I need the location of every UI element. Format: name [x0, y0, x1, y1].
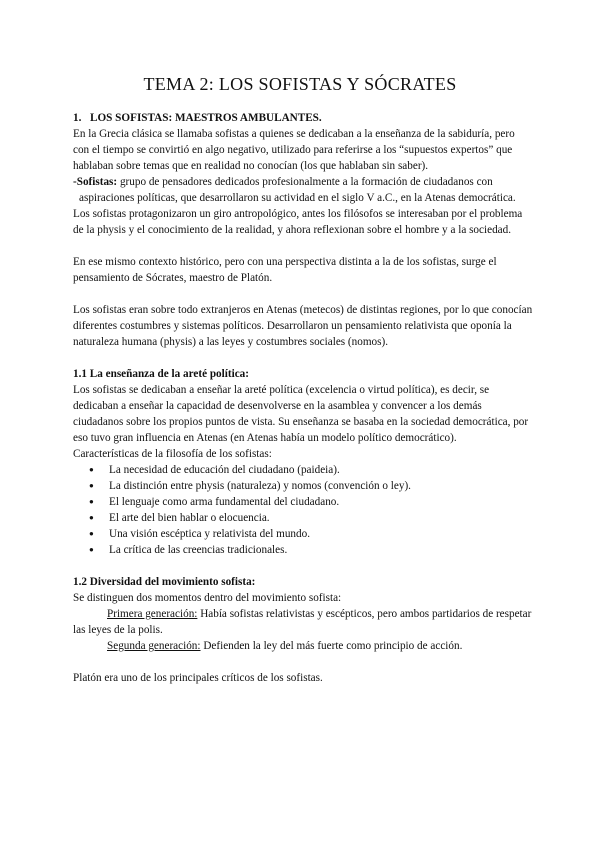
section-1-paragraph-3: En ese mismo contexto histórico, pero con una perspectiva distinta a la de los sofistas, surge el pensamiento de Sócrates, maestro de Platón.: [73, 256, 497, 284]
section-1-paragraph-4: Los sofistas eran sobre todo extranjeros en Atenas (metecos) de distintas regiones, por lo que conocían diferentes costumbres y sistemas políticos. Desarrollaron un pensamiento relativista que oponía la naturaleza humana (physis) a las leyes y costumbres sociales (nomos).: [73, 304, 533, 348]
section-1-2-intro: Se distinguen dos momentos dentro del movimiento sofista:: [73, 592, 342, 604]
second-generation-label: Segunda generación:: [107, 640, 201, 652]
section-1-1-list-intro: Características de la filosofía de los sofistas:: [73, 448, 272, 460]
list-item: ● La distinción entre physis (naturaleza) y nomos (convención o ley).: [73, 478, 533, 494]
section-1-2-heading: 1.2 Diversidad del movimiento sofista:: [73, 576, 256, 588]
sofistas-definition-text: grupo de pensadores dedicados profesionalmente a la formación de ciudadanos con aspiraciones políticas, que desarrollaron su actividad en el siglo V a.C., en la Atenas democrática.: [79, 176, 516, 204]
page-title: TEMA 2: LOS SOFISTAS Y SÓCRATES: [143, 74, 457, 94]
section-1-paragraph-1: En la Grecia clásica se llamaba sofistas a quienes se dedicaban a la enseñanza de la sabiduría, pero con el tiempo se convirtió en algo negativo, utilizado para referirse a los “supuestos expertos” que hablaban sobre temas que en realidad no conocían (los que hablaban sin saber).: [73, 128, 515, 172]
list-item: ● La necesidad de educación del ciudadano (paideia).: [73, 462, 533, 478]
section-1-title: LOS SOFISTAS: MAESTROS AMBULANTES.: [90, 112, 322, 124]
list-item: ● El arte del bien hablar o elocuencia.: [73, 510, 533, 526]
first-generation-label: Primera generación:: [107, 608, 198, 620]
first-generation: [73, 606, 533, 638]
list-item: ● La crítica de las creencias tradicionales.: [73, 542, 533, 558]
second-generation: [73, 638, 533, 654]
closing-paragraph: Platón era uno de los principales críticos de los sofistas.: [73, 672, 323, 684]
section-1-paragraph-2: Los sofistas protagonizaron un giro antropológico, antes los filósofos se interesaban por el problema de la physis y el conocimiento de la realidad, y ahora reflexionan sobre el hombre y a la sociedad.: [73, 208, 523, 236]
section-1-1-paragraph: Los sofistas se dedicaban a enseñar la areté política (excelencia o virtud política), es decir, se dedicaban a enseñar la capacidad de desenvolverse en la asamblea y convencer a los demás ciudadanos sobre los propios puntos de vista. Su enseñanza se basaba en la sociedad democrática, por eso tuvo gran influencia en Atenas (en Atenas había un modelo político democrático).: [73, 384, 529, 444]
sofistas-definition: [73, 174, 533, 206]
document-body: [73, 110, 533, 686]
section-1-1-heading: 1.1 La enseñanza de la areté política:: [73, 368, 249, 380]
list-item: ● El lenguaje como arma fundamental del ciudadano.: [73, 494, 533, 510]
sofistas-definition-term: -Sofistas:: [73, 176, 118, 188]
list-item: ● Una visión escéptica y relativista del mundo.: [73, 526, 533, 542]
characteristics-list: [73, 462, 533, 558]
section-1-number: 1.: [73, 112, 82, 124]
first-generation-text: Había sofistas relativistas y escépticos, pero ambos partidarios de respetar las leyes de la polis.: [73, 608, 532, 636]
second-generation-text: Defienden la ley del más fuerte como principio de acción.: [200, 640, 463, 652]
section-1-heading: [73, 110, 533, 126]
